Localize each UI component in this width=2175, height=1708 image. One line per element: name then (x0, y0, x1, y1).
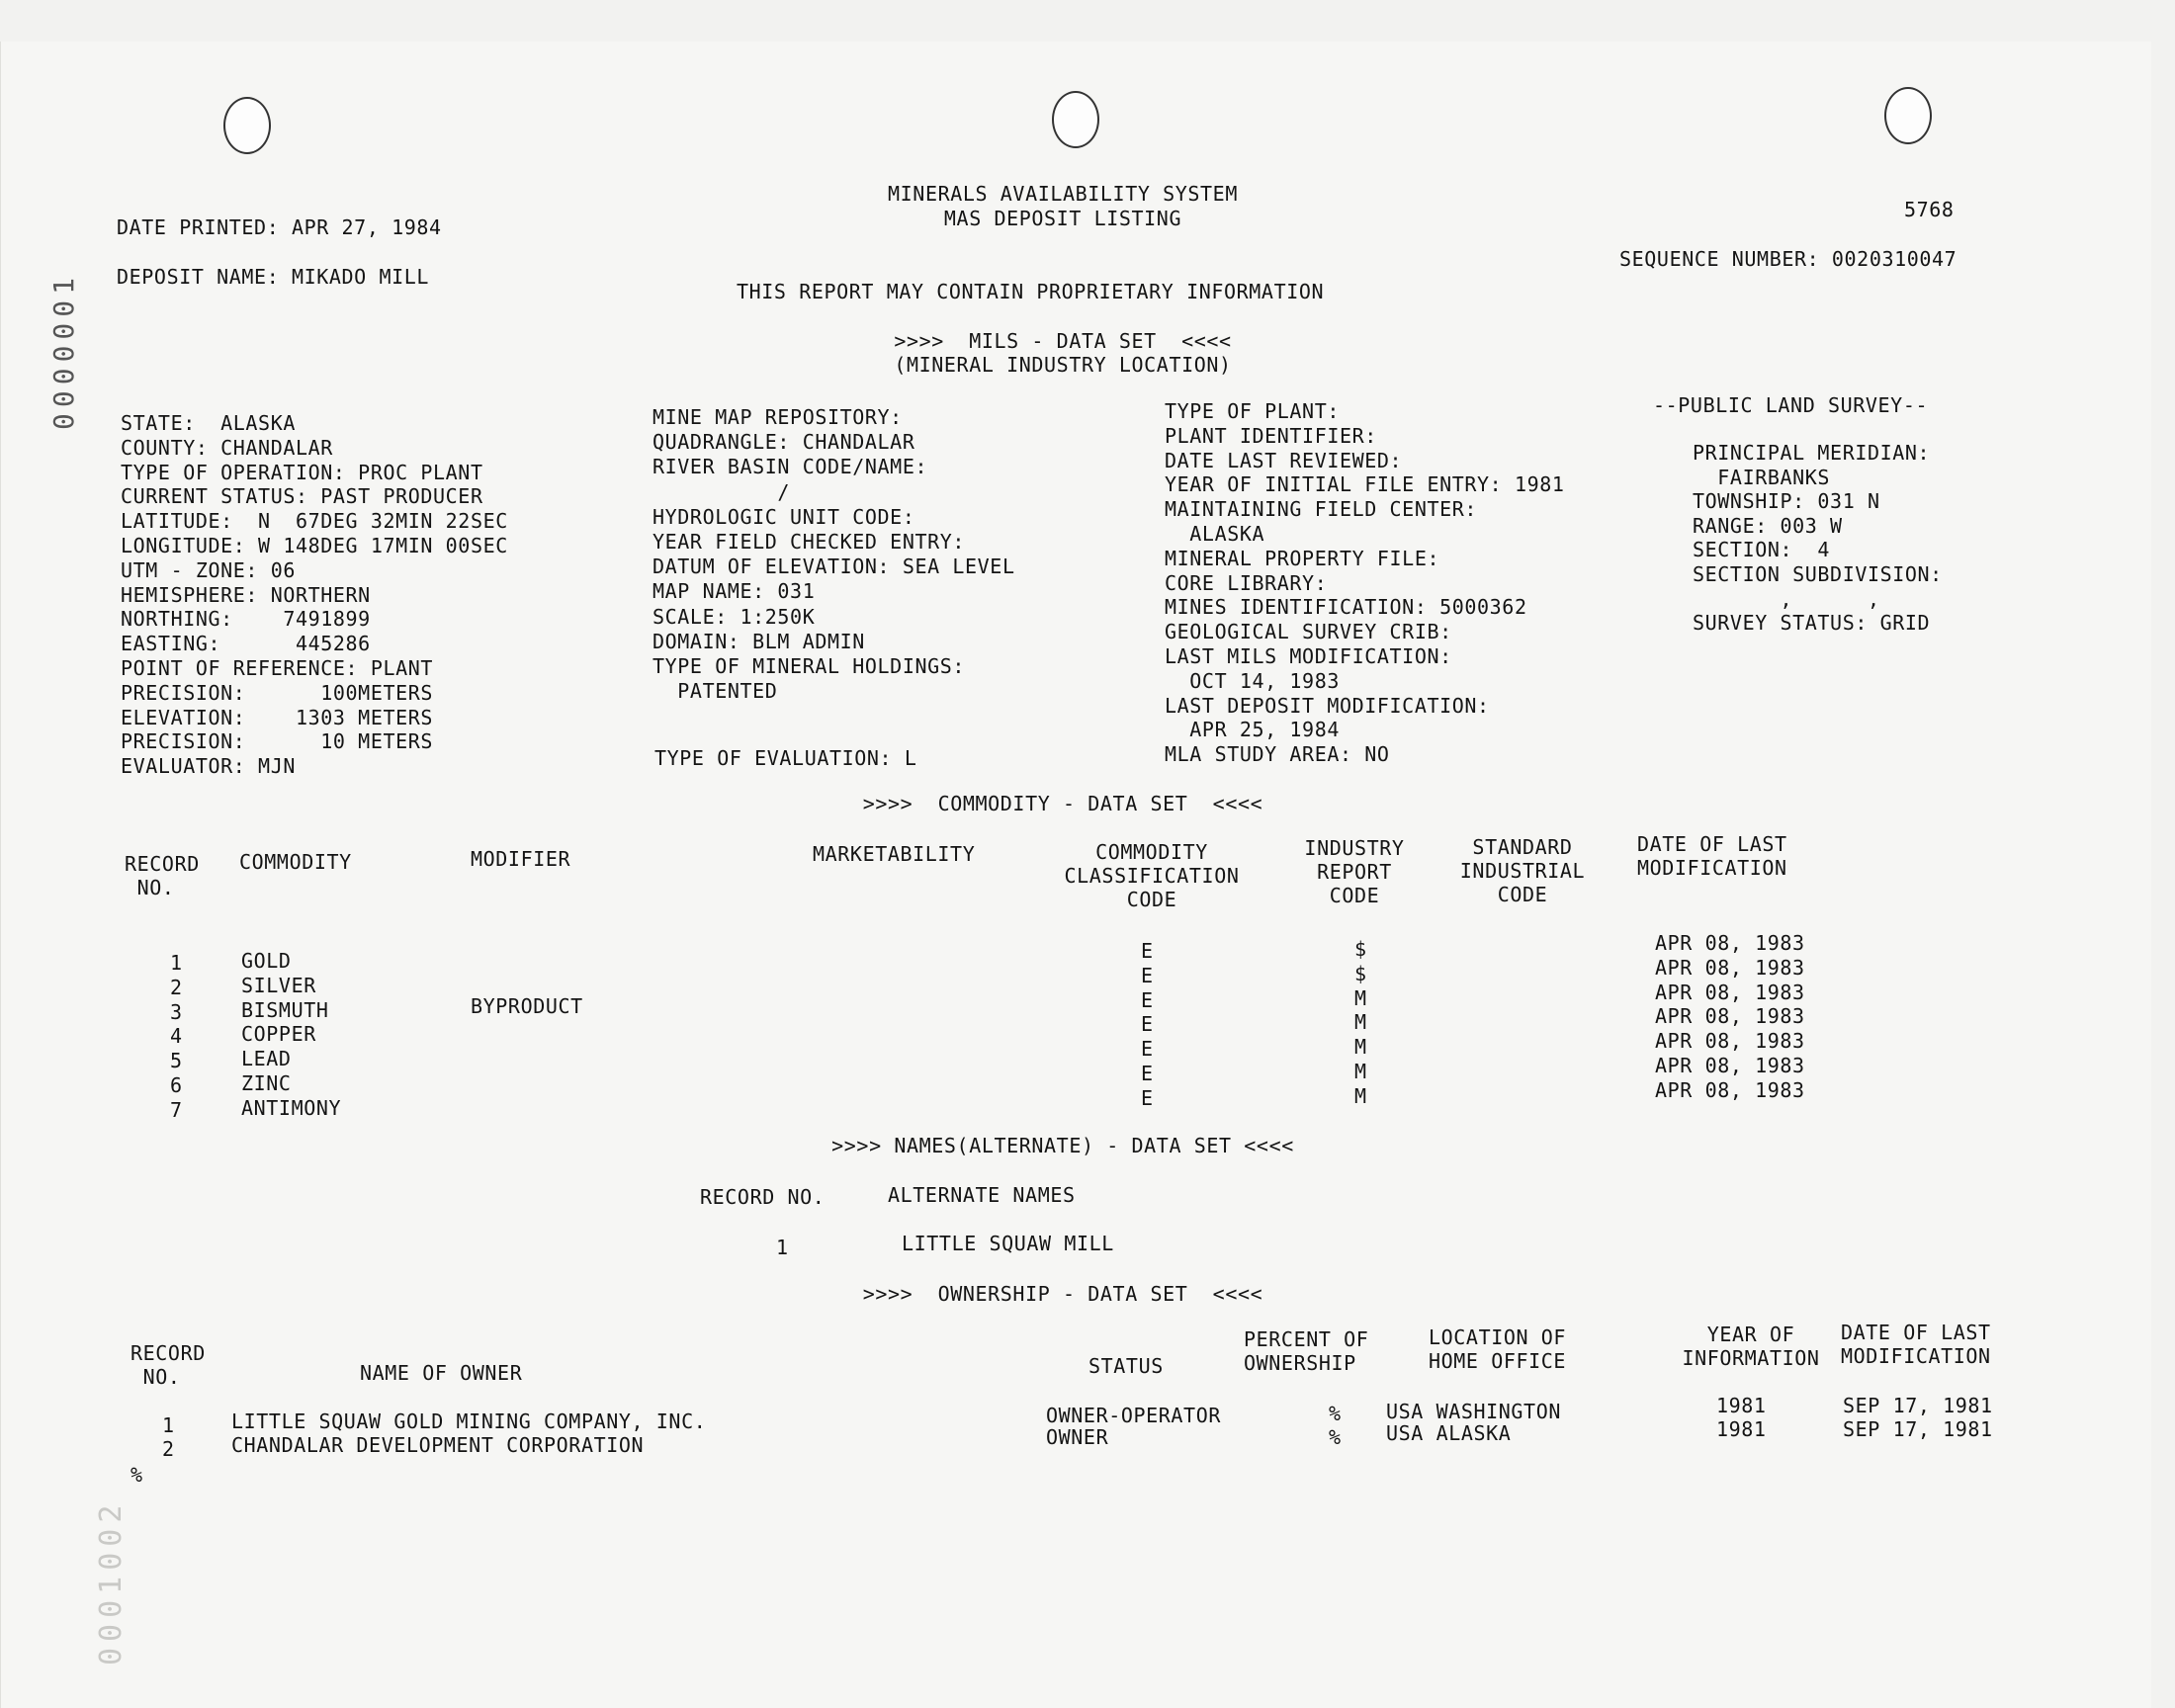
col3-line: APR 25, 1984 (1165, 718, 1340, 742)
commodity-name: ZINC (241, 1071, 292, 1095)
col1-line: PRECISION: 10 METERS (121, 729, 434, 754)
commodity-name: ANTIMONY (241, 1095, 342, 1120)
owner-record-number: 1 (162, 1413, 175, 1437)
names-row-name: LITTLE SQUAW MILL (902, 1232, 1114, 1255)
commodity-date: APR 08, 1983 (1655, 980, 1805, 1004)
ownership-header-date: DATE OF LAST MODIFICATION (1841, 1321, 1991, 1368)
col3-line: LAST MILS MODIFICATION: (1165, 643, 1452, 668)
col1-line: LATITUDE: N 67DEG 32MIN 22SEC (121, 509, 508, 534)
footer-percent: % (130, 1463, 143, 1487)
col3-line: GEOLOGICAL SURVEY CRIB: (1165, 620, 1452, 644)
owner-date: SEP 17, 1981 (1843, 1394, 1993, 1417)
col1-line: EVALUATOR: MJN (121, 754, 296, 779)
commodity-date: APR 08, 1983 (1655, 1077, 1805, 1102)
commodity-date: APR 08, 1983 (1655, 1004, 1805, 1029)
punch-hole-right (1884, 87, 1932, 144)
plant-column (1165, 399, 1565, 767)
owner-date: SEP 17, 1981 (1843, 1417, 1993, 1441)
col1-line: EASTING: 445286 (121, 632, 371, 656)
owner-location: USA WASHINGTON (1386, 1400, 1561, 1423)
col1-line: POINT OF REFERENCE: PLANT (121, 655, 434, 680)
col1-line: HEMISPHERE: NORTHERN (121, 582, 371, 607)
owner-year: 1981 (1716, 1417, 1767, 1441)
commodity-header-classification: COMMODITY CLASSIFICATION CODE (1064, 840, 1240, 911)
commodity-date: APR 08, 1983 (1655, 1054, 1805, 1077)
mils-subheading: (MINERAL INDUSTRY LOCATION) (894, 353, 1232, 377)
commodity-class-code: E (1141, 963, 1154, 987)
commodity-record-number: 7 (170, 1097, 183, 1122)
ownership-header-status: STATUS (1088, 1354, 1164, 1378)
owner-year: 1981 (1716, 1394, 1767, 1417)
col1-line: UTM - ZONE: 06 (121, 557, 296, 582)
faint-number-stamp (94, 1339, 135, 1665)
commodity-class-code: E (1141, 1085, 1154, 1110)
owner-status: OWNER (1046, 1425, 1109, 1449)
map-column (652, 405, 1015, 704)
owner-name: CHANDALAR DEVELOPMENT CORPORATION (231, 1433, 645, 1457)
commodity-class-code: E (1141, 987, 1154, 1012)
owner-status: OWNER-OPERATOR (1046, 1404, 1221, 1427)
deposit-name: DEPOSIT NAME: MIKADO MILL (117, 265, 430, 289)
commodity-date: APR 08, 1983 (1655, 955, 1805, 980)
ownership-header-record: RECORD NO. (130, 1341, 206, 1389)
ownership-header-percent: PERCENT OF OWNERSHIP (1244, 1327, 1369, 1375)
col1-line: NORTHING: 7491899 (121, 607, 371, 632)
col3-line: MLA STUDY AREA: NO (1165, 742, 1390, 767)
col2-line: PATENTED (652, 679, 778, 704)
commodity-record-number: 2 (170, 975, 183, 999)
sequence-number: SEQUENCE NUMBER: 0020310047 (1619, 247, 1958, 271)
commodity-date: APR 08, 1983 (1655, 931, 1805, 955)
names-heading: >>>> NAMES(ALTERNATE) - DATA SET <<<< (831, 1134, 1294, 1157)
col1-line: TYPE OF OPERATION: PROC PLANT (121, 460, 483, 484)
commodity-industry-code: $ (1354, 937, 1367, 961)
page-number: 5768 (1904, 198, 1955, 221)
owner-location: USA ALASKA (1386, 1421, 1512, 1445)
owner-percent: % (1329, 1402, 1342, 1425)
ownership-header-name: NAME OF OWNER (360, 1361, 523, 1385)
commodity-record-number: 4 (170, 1024, 183, 1049)
col3-line: ALASKA (1165, 521, 1265, 546)
date-printed: DATE PRINTED: APR 27, 1984 (117, 215, 442, 239)
col2-line: YEAR FIELD CHECKED ENTRY: (652, 529, 966, 554)
col1-line: PRECISION: 100METERS (121, 680, 434, 705)
col3-line: OCT 14, 1983 (1165, 668, 1340, 693)
col4-line: SECTION SUBDIVISION: (1693, 561, 1943, 586)
commodity-class-code: E (1141, 939, 1154, 963)
owner-name: LITTLE SQUAW GOLD MINING COMPANY, INC. (231, 1409, 707, 1433)
col4-line: RANGE: 003 W (1693, 513, 1843, 538)
type-of-evaluation: TYPE OF EVALUATION: L (654, 746, 917, 770)
commodity-heading: >>>> COMMODITY - DATA SET <<<< (862, 792, 1263, 815)
col2-line: DOMAIN: BLM ADMIN (652, 629, 865, 653)
col4-line: SECTION: 4 (1693, 538, 1831, 562)
col3-line: TYPE OF PLANT: (1165, 399, 1340, 423)
commodity-name: SILVER (241, 973, 316, 997)
col3-line: CORE LIBRARY: (1165, 570, 1328, 595)
col1-line: STATE: ALASKA (121, 411, 296, 435)
col4-line: SURVEY STATUS: GRID (1693, 611, 1931, 636)
col3-line: MINERAL PROPERTY FILE: (1165, 546, 1440, 570)
names-header-record: RECORD NO. (700, 1185, 826, 1209)
col1-line: ELEVATION: 1303 METERS (121, 705, 434, 729)
commodity-industry-code: $ (1354, 961, 1367, 985)
col2-line: MINE MAP REPOSITORY: (652, 405, 903, 429)
ownership-header-year: YEAR OF INFORMATION (1682, 1323, 1820, 1370)
col1-line: CURRENT STATUS: PAST PRODUCER (121, 484, 483, 509)
commodity-record-number: 5 (170, 1049, 183, 1073)
col3-line: YEAR OF INITIAL FILE ENTRY: 1981 (1165, 472, 1565, 497)
col4-line: TOWNSHIP: 031 N (1693, 489, 1880, 514)
col3-line: PLANT IDENTIFIER: (1165, 423, 1377, 448)
col4-line: , , (1693, 586, 1880, 611)
punch-hole-left (223, 97, 271, 154)
col4-line: FAIRBANKS (1693, 465, 1831, 489)
commodity-header-modifier: MODIFIER (471, 847, 571, 871)
owner-record-number: 2 (162, 1437, 175, 1461)
col4-line: PRINCIPAL MERIDIAN: (1693, 441, 1931, 465)
commodity-header-sic: STANDARD INDUSTRIAL CODE (1459, 835, 1586, 906)
col2-line: MAP NAME: 031 (652, 579, 816, 604)
commodity-modifier: BYPRODUCT (471, 994, 583, 1018)
location-column (121, 411, 508, 779)
commodity-header-industry: INDUSTRY REPORT CODE (1304, 836, 1405, 907)
col3-line: DATE LAST REVIEWED: (1165, 448, 1403, 472)
commodity-name: COPPER (241, 1022, 316, 1047)
commodity-date: APR 08, 1983 (1655, 1029, 1805, 1054)
col2-line: RIVER BASIN CODE/NAME: (652, 455, 928, 479)
commodity-record-number: 6 (170, 1073, 183, 1097)
col2-line: DATUM OF ELEVATION: SEA LEVEL (652, 555, 1015, 579)
document-number-stamp (47, 252, 85, 430)
col3-line: LAST DEPOSIT MODIFICATION: (1165, 693, 1490, 718)
col2-line: SCALE: 1:250K (652, 604, 816, 629)
commodity-header-date: DATE OF LAST MODIFICATION (1637, 832, 1787, 880)
stamp-text: 0000001 (47, 271, 80, 430)
mils-heading: >>>> MILS - DATA SET <<<< (894, 329, 1232, 353)
col2-line: HYDROLOGIC UNIT CODE: (652, 504, 915, 529)
proprietary-notice: THIS REPORT MAY CONTAIN PROPRIETARY INFORMATION (737, 280, 1325, 303)
owner-percent: % (1329, 1425, 1342, 1449)
commodity-industry-code: M (1354, 985, 1367, 1010)
col2-line: QUADRANGLE: CHANDALAR (652, 430, 915, 455)
commodity-header-marketability: MARKETABILITY (813, 842, 976, 866)
col3-line: MAINTAINING FIELD CENTER: (1165, 497, 1478, 522)
commodity-industry-code: M (1354, 1010, 1367, 1035)
commodity-record-number: 3 (170, 999, 183, 1024)
commodity-record-number: 1 (170, 951, 183, 975)
commodity-class-code: E (1141, 1062, 1154, 1085)
commodity-name: GOLD (241, 949, 292, 973)
col2-line: TYPE OF MINERAL HOLDINGS: (652, 653, 966, 678)
commodity-industry-code: M (1354, 1060, 1367, 1083)
names-row-number: 1 (776, 1236, 789, 1259)
public-land-survey-column (1693, 441, 1943, 636)
public-land-survey-heading: --PUBLIC LAND SURVEY-- (1653, 393, 1929, 417)
commodity-class-code: E (1141, 1012, 1154, 1037)
commodity-name: BISMUTH (241, 997, 329, 1022)
report-subtitle: MAS DEPOSIT LISTING (943, 207, 1182, 230)
report-title: MINERALS AVAILABILITY SYSTEM (888, 182, 1238, 206)
ownership-heading: >>>> OWNERSHIP - DATA SET <<<< (862, 1282, 1263, 1306)
names-header-alternate: ALTERNATE NAMES (888, 1183, 1076, 1207)
col3-line: MINES IDENTIFICATION: 5000362 (1165, 595, 1527, 620)
commodity-industry-code: M (1354, 1035, 1367, 1060)
commodity-name: LEAD (241, 1047, 292, 1071)
col1-line: LONGITUDE: W 148DEG 17MIN 00SEC (121, 533, 508, 557)
commodity-header-record: RECORD NO. (125, 852, 200, 899)
commodity-industry-code: M (1354, 1083, 1367, 1108)
faint-stamp-text: 0001002 (94, 1498, 129, 1665)
punch-hole-center (1052, 91, 1099, 148)
col2-line: / (652, 479, 791, 504)
ownership-header-location: LOCATION OF HOME OFFICE (1429, 1325, 1567, 1373)
commodity-class-code: E (1141, 1037, 1154, 1062)
col1-line: COUNTY: CHANDALAR (121, 435, 333, 460)
commodity-header-commodity: COMMODITY (239, 850, 352, 874)
